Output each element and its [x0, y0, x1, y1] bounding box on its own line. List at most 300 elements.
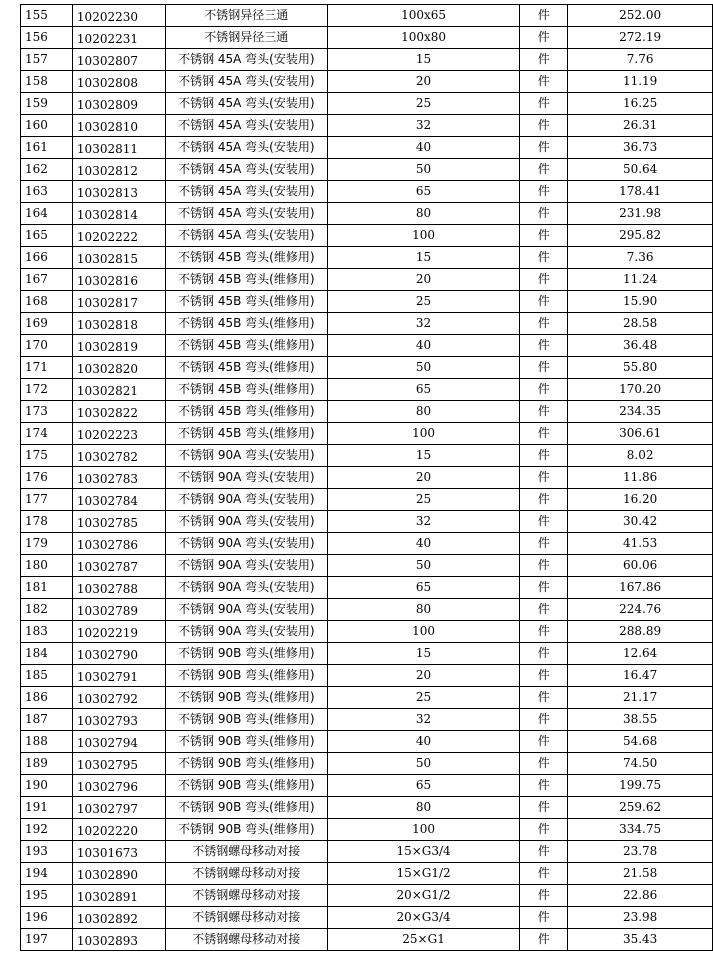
item-price-cell: 23.78	[568, 841, 713, 863]
item-price-cell: 224.76	[568, 599, 713, 621]
item-spec-cell: 32	[327, 115, 520, 137]
item-name-cell: 不锈钢异径三通	[165, 5, 327, 27]
item-unit-cell: 件	[520, 555, 568, 577]
item-name-cell: 不锈钢 45A 弯头(安装用)	[165, 225, 327, 247]
item-price-cell: 252.00	[568, 5, 713, 27]
item-name-cell: 不锈钢 90B 弯头(维修用)	[165, 731, 327, 753]
item-code-cell: 10302783	[72, 467, 165, 489]
item-name-cell: 不锈钢 90A 弯头(安装用)	[165, 467, 327, 489]
row-number-cell: 182	[21, 599, 73, 621]
item-name-cell: 不锈钢 90B 弯头(维修用)	[165, 709, 327, 731]
item-code-cell: 10302786	[72, 533, 165, 555]
row-number-cell: 171	[21, 357, 73, 379]
item-code-cell: 10302794	[72, 731, 165, 753]
table-row	[21, 467, 713, 489]
item-code-cell: 10301673	[72, 841, 165, 863]
item-unit-cell: 件	[520, 159, 568, 181]
item-spec-cell: 32	[327, 709, 520, 731]
item-code-cell: 10302785	[72, 511, 165, 533]
item-spec-cell: 15×G1/2	[327, 863, 520, 885]
item-name-cell: 不锈钢 90B 弯头(维修用)	[165, 797, 327, 819]
item-name-cell: 不锈钢 90A 弯头(安装用)	[165, 445, 327, 467]
item-spec-cell: 65	[327, 181, 520, 203]
item-price-cell: 21.17	[568, 687, 713, 709]
row-number-cell: 181	[21, 577, 73, 599]
item-code-cell: 10302788	[72, 577, 165, 599]
item-code-cell: 10302815	[72, 247, 165, 269]
item-unit-cell: 件	[520, 643, 568, 665]
table-row	[21, 115, 713, 137]
row-number-cell: 168	[21, 291, 73, 313]
item-unit-cell: 件	[520, 753, 568, 775]
table-row	[21, 357, 713, 379]
item-price-cell: 55.80	[568, 357, 713, 379]
table-row	[21, 577, 713, 599]
item-name-cell: 不锈钢 45A 弯头(安装用)	[165, 71, 327, 93]
row-number-cell: 187	[21, 709, 73, 731]
table-row	[21, 621, 713, 643]
item-price-cell: 50.64	[568, 159, 713, 181]
item-code-cell: 10302821	[72, 379, 165, 401]
item-code-cell: 10302789	[72, 599, 165, 621]
row-number-cell: 165	[21, 225, 73, 247]
item-unit-cell: 件	[520, 797, 568, 819]
table-row	[21, 775, 713, 797]
item-code-cell: 10302790	[72, 643, 165, 665]
item-unit-cell: 件	[520, 71, 568, 93]
item-name-cell: 不锈钢 45A 弯头(安装用)	[165, 203, 327, 225]
item-spec-cell: 50	[327, 159, 520, 181]
row-number-cell: 163	[21, 181, 73, 203]
item-spec-cell: 25	[327, 93, 520, 115]
row-number-cell: 192	[21, 819, 73, 841]
item-spec-cell: 65	[327, 379, 520, 401]
item-code-cell: 10302796	[72, 775, 165, 797]
item-code-cell: 10202219	[72, 621, 165, 643]
item-name-cell: 不锈钢螺母移动对接	[165, 863, 327, 885]
item-name-cell: 不锈钢 90A 弯头(安装用)	[165, 577, 327, 599]
row-number-cell: 184	[21, 643, 73, 665]
item-price-cell: 41.53	[568, 533, 713, 555]
item-unit-cell: 件	[520, 137, 568, 159]
item-unit-cell: 件	[520, 731, 568, 753]
row-number-cell: 173	[21, 401, 73, 423]
item-code-cell: 10302808	[72, 71, 165, 93]
table-row	[21, 687, 713, 709]
row-number-cell: 176	[21, 467, 73, 489]
item-code-cell: 10302795	[72, 753, 165, 775]
table-row	[21, 159, 713, 181]
row-number-cell: 164	[21, 203, 73, 225]
item-name-cell: 不锈钢螺母移动对接	[165, 841, 327, 863]
item-price-cell: 23.98	[568, 907, 713, 929]
row-number-cell: 174	[21, 423, 73, 445]
table-row	[21, 5, 713, 27]
item-unit-cell: 件	[520, 599, 568, 621]
item-spec-cell: 32	[327, 313, 520, 335]
item-unit-cell: 件	[520, 621, 568, 643]
row-number-cell: 167	[21, 269, 73, 291]
item-price-cell: 16.47	[568, 665, 713, 687]
item-unit-cell: 件	[520, 181, 568, 203]
item-price-cell: 11.86	[568, 467, 713, 489]
item-name-cell: 不锈钢 90B 弯头(维修用)	[165, 643, 327, 665]
row-number-cell: 156	[21, 27, 73, 49]
row-number-cell: 177	[21, 489, 73, 511]
item-unit-cell: 件	[520, 577, 568, 599]
table-row	[21, 291, 713, 313]
item-unit-cell: 件	[520, 489, 568, 511]
item-price-cell: 231.98	[568, 203, 713, 225]
row-number-cell: 185	[21, 665, 73, 687]
table-row	[21, 269, 713, 291]
item-spec-cell: 25	[327, 687, 520, 709]
item-name-cell: 不锈钢 45B 弯头(维修用)	[165, 247, 327, 269]
row-number-cell: 170	[21, 335, 73, 357]
item-unit-cell: 件	[520, 49, 568, 71]
item-name-cell: 不锈钢异径三通	[165, 27, 327, 49]
table-row	[21, 907, 713, 929]
row-number-cell: 155	[21, 5, 73, 27]
item-name-cell: 不锈钢 45A 弯头(安装用)	[165, 49, 327, 71]
item-unit-cell: 件	[520, 533, 568, 555]
item-spec-cell: 65	[327, 577, 520, 599]
item-spec-cell: 100x80	[327, 27, 520, 49]
table-row	[21, 929, 713, 951]
item-code-cell: 10302782	[72, 445, 165, 467]
row-number-cell: 186	[21, 687, 73, 709]
item-price-cell: 22.86	[568, 885, 713, 907]
item-code-cell: 10302818	[72, 313, 165, 335]
row-number-cell: 159	[21, 93, 73, 115]
table-row	[21, 643, 713, 665]
item-name-cell: 不锈钢 90A 弯头(安装用)	[165, 511, 327, 533]
item-unit-cell: 件	[520, 27, 568, 49]
table-row	[21, 753, 713, 775]
item-spec-cell: 15	[327, 445, 520, 467]
item-price-cell: 7.76	[568, 49, 713, 71]
item-price-cell: 16.20	[568, 489, 713, 511]
row-number-cell: 197	[21, 929, 73, 951]
item-name-cell: 不锈钢 90B 弯头(维修用)	[165, 665, 327, 687]
table-row	[21, 225, 713, 247]
item-price-cell: 259.62	[568, 797, 713, 819]
item-price-cell: 167.86	[568, 577, 713, 599]
item-code-cell: 10302891	[72, 885, 165, 907]
item-spec-cell: 50	[327, 357, 520, 379]
row-number-cell: 166	[21, 247, 73, 269]
item-code-cell: 10302812	[72, 159, 165, 181]
item-name-cell: 不锈钢 90A 弯头(安装用)	[165, 489, 327, 511]
item-code-cell: 10302809	[72, 93, 165, 115]
item-spec-cell: 65	[327, 775, 520, 797]
table-row	[21, 93, 713, 115]
item-unit-cell: 件	[520, 401, 568, 423]
table-row	[21, 379, 713, 401]
item-unit-cell: 件	[520, 423, 568, 445]
item-price-cell: 11.24	[568, 269, 713, 291]
item-spec-cell: 40	[327, 731, 520, 753]
row-number-cell: 191	[21, 797, 73, 819]
row-number-cell: 194	[21, 863, 73, 885]
item-name-cell: 不锈钢 45B 弯头(维修用)	[165, 401, 327, 423]
item-name-cell: 不锈钢 45B 弯头(维修用)	[165, 269, 327, 291]
row-number-cell: 180	[21, 555, 73, 577]
item-spec-cell: 15	[327, 49, 520, 71]
item-spec-cell: 80	[327, 797, 520, 819]
row-number-cell: 169	[21, 313, 73, 335]
item-name-cell: 不锈钢 45B 弯头(维修用)	[165, 423, 327, 445]
table-row	[21, 731, 713, 753]
item-unit-cell: 件	[520, 467, 568, 489]
item-price-cell: 199.75	[568, 775, 713, 797]
item-name-cell: 不锈钢 45A 弯头(安装用)	[165, 93, 327, 115]
item-unit-cell: 件	[520, 709, 568, 731]
row-number-cell: 160	[21, 115, 73, 137]
item-price-cell: 60.06	[568, 555, 713, 577]
item-spec-cell: 100	[327, 423, 520, 445]
price-table-body	[21, 5, 713, 951]
item-unit-cell: 件	[520, 511, 568, 533]
table-row	[21, 137, 713, 159]
item-price-cell: 272.19	[568, 27, 713, 49]
row-number-cell: 183	[21, 621, 73, 643]
row-number-cell: 162	[21, 159, 73, 181]
item-unit-cell: 件	[520, 841, 568, 863]
item-price-cell: 334.75	[568, 819, 713, 841]
item-spec-cell: 25	[327, 291, 520, 313]
item-spec-cell: 15	[327, 247, 520, 269]
table-row	[21, 863, 713, 885]
row-number-cell: 157	[21, 49, 73, 71]
item-name-cell: 不锈钢 90B 弯头(维修用)	[165, 753, 327, 775]
item-code-cell: 10302890	[72, 863, 165, 885]
item-unit-cell: 件	[520, 269, 568, 291]
item-name-cell: 不锈钢 90A 弯头(安装用)	[165, 555, 327, 577]
table-row	[21, 401, 713, 423]
item-unit-cell: 件	[520, 819, 568, 841]
item-unit-cell: 件	[520, 291, 568, 313]
item-name-cell: 不锈钢 90A 弯头(安装用)	[165, 621, 327, 643]
item-price-cell: 11.19	[568, 71, 713, 93]
price-table	[20, 4, 713, 951]
table-row	[21, 709, 713, 731]
row-number-cell: 161	[21, 137, 73, 159]
table-row	[21, 335, 713, 357]
item-spec-cell: 100	[327, 225, 520, 247]
item-spec-cell: 80	[327, 401, 520, 423]
row-number-cell: 175	[21, 445, 73, 467]
item-unit-cell: 件	[520, 313, 568, 335]
item-name-cell: 不锈钢 45A 弯头(安装用)	[165, 115, 327, 137]
item-price-cell: 21.58	[568, 863, 713, 885]
item-code-cell: 10302811	[72, 137, 165, 159]
item-spec-cell: 40	[327, 137, 520, 159]
item-price-cell: 15.90	[568, 291, 713, 313]
item-code-cell: 10302791	[72, 665, 165, 687]
item-code-cell: 10202220	[72, 819, 165, 841]
item-code-cell: 10302813	[72, 181, 165, 203]
item-code-cell: 10302792	[72, 687, 165, 709]
item-spec-cell: 25	[327, 489, 520, 511]
table-row	[21, 247, 713, 269]
item-unit-cell: 件	[520, 907, 568, 929]
row-number-cell: 196	[21, 907, 73, 929]
item-unit-cell: 件	[520, 665, 568, 687]
table-row	[21, 797, 713, 819]
item-name-cell: 不锈钢 90B 弯头(维修用)	[165, 819, 327, 841]
row-number-cell: 172	[21, 379, 73, 401]
item-code-cell: 10202223	[72, 423, 165, 445]
item-name-cell: 不锈钢螺母移动对接	[165, 907, 327, 929]
item-price-cell: 16.25	[568, 93, 713, 115]
item-price-cell: 7.36	[568, 247, 713, 269]
item-spec-cell: 100x65	[327, 5, 520, 27]
item-name-cell: 不锈钢 45B 弯头(维修用)	[165, 357, 327, 379]
item-name-cell: 不锈钢 45A 弯头(安装用)	[165, 159, 327, 181]
item-code-cell: 10302892	[72, 907, 165, 929]
item-unit-cell: 件	[520, 93, 568, 115]
item-price-cell: 234.35	[568, 401, 713, 423]
item-unit-cell: 件	[520, 203, 568, 225]
table-row	[21, 489, 713, 511]
item-price-cell: 38.55	[568, 709, 713, 731]
item-price-cell: 178.41	[568, 181, 713, 203]
row-number-cell: 190	[21, 775, 73, 797]
item-spec-cell: 100	[327, 621, 520, 643]
item-name-cell: 不锈钢 45A 弯头(安装用)	[165, 137, 327, 159]
item-name-cell: 不锈钢 45B 弯头(维修用)	[165, 291, 327, 313]
price-table-container	[20, 4, 713, 951]
item-unit-cell: 件	[520, 335, 568, 357]
item-spec-cell: 20	[327, 665, 520, 687]
table-row	[21, 885, 713, 907]
item-spec-cell: 20	[327, 71, 520, 93]
item-spec-cell: 20	[327, 269, 520, 291]
item-unit-cell: 件	[520, 357, 568, 379]
table-row	[21, 841, 713, 863]
item-price-cell: 74.50	[568, 753, 713, 775]
item-spec-cell: 80	[327, 203, 520, 225]
item-unit-cell: 件	[520, 775, 568, 797]
item-price-cell: 288.89	[568, 621, 713, 643]
item-code-cell: 10202230	[72, 5, 165, 27]
item-unit-cell: 件	[520, 225, 568, 247]
item-code-cell: 10302797	[72, 797, 165, 819]
item-spec-cell: 40	[327, 533, 520, 555]
item-price-cell: 306.61	[568, 423, 713, 445]
item-price-cell: 8.02	[568, 445, 713, 467]
item-code-cell: 10302820	[72, 357, 165, 379]
row-number-cell: 195	[21, 885, 73, 907]
table-row	[21, 819, 713, 841]
item-spec-cell: 80	[327, 599, 520, 621]
item-unit-cell: 件	[520, 885, 568, 907]
item-code-cell: 10302822	[72, 401, 165, 423]
item-price-cell: 36.48	[568, 335, 713, 357]
table-row	[21, 313, 713, 335]
table-row	[21, 665, 713, 687]
item-price-cell: 28.58	[568, 313, 713, 335]
item-code-cell: 10202231	[72, 27, 165, 49]
item-spec-cell: 20	[327, 467, 520, 489]
item-spec-cell: 50	[327, 555, 520, 577]
item-unit-cell: 件	[520, 247, 568, 269]
item-spec-cell: 20×G3/4	[327, 907, 520, 929]
item-price-cell: 26.31	[568, 115, 713, 137]
table-row	[21, 181, 713, 203]
item-code-cell: 10302787	[72, 555, 165, 577]
item-code-cell: 10302810	[72, 115, 165, 137]
item-spec-cell: 15×G3/4	[327, 841, 520, 863]
item-code-cell: 10302814	[72, 203, 165, 225]
table-row	[21, 27, 713, 49]
item-unit-cell: 件	[520, 863, 568, 885]
item-code-cell: 10302816	[72, 269, 165, 291]
table-row	[21, 71, 713, 93]
row-number-cell: 189	[21, 753, 73, 775]
item-spec-cell: 20×G1/2	[327, 885, 520, 907]
item-unit-cell: 件	[520, 379, 568, 401]
table-row	[21, 423, 713, 445]
item-price-cell: 295.82	[568, 225, 713, 247]
item-price-cell: 30.42	[568, 511, 713, 533]
item-code-cell: 10302793	[72, 709, 165, 731]
row-number-cell: 193	[21, 841, 73, 863]
item-spec-cell: 100	[327, 819, 520, 841]
item-price-cell: 170.20	[568, 379, 713, 401]
item-spec-cell: 15	[327, 643, 520, 665]
item-code-cell: 10302784	[72, 489, 165, 511]
item-unit-cell: 件	[520, 115, 568, 137]
item-price-cell: 36.73	[568, 137, 713, 159]
table-row	[21, 445, 713, 467]
item-code-cell: 10302817	[72, 291, 165, 313]
table-row	[21, 533, 713, 555]
item-name-cell: 不锈钢螺母移动对接	[165, 885, 327, 907]
item-unit-cell: 件	[520, 929, 568, 951]
item-unit-cell: 件	[520, 445, 568, 467]
item-spec-cell: 40	[327, 335, 520, 357]
row-number-cell: 188	[21, 731, 73, 753]
table-row	[21, 203, 713, 225]
item-price-cell: 54.68	[568, 731, 713, 753]
item-name-cell: 不锈钢 45B 弯头(维修用)	[165, 335, 327, 357]
item-spec-cell: 32	[327, 511, 520, 533]
table-row	[21, 599, 713, 621]
item-price-cell: 12.64	[568, 643, 713, 665]
item-code-cell: 10302819	[72, 335, 165, 357]
item-unit-cell: 件	[520, 5, 568, 27]
item-spec-cell: 25×G1	[327, 929, 520, 951]
item-code-cell: 10202222	[72, 225, 165, 247]
item-name-cell: 不锈钢 45B 弯头(维修用)	[165, 379, 327, 401]
item-price-cell: 35.43	[568, 929, 713, 951]
table-row	[21, 511, 713, 533]
item-name-cell: 不锈钢螺母移动对接	[165, 929, 327, 951]
row-number-cell: 179	[21, 533, 73, 555]
item-name-cell: 不锈钢 90A 弯头(安装用)	[165, 599, 327, 621]
item-name-cell: 不锈钢 45A 弯头(安装用)	[165, 181, 327, 203]
item-name-cell: 不锈钢 90B 弯头(维修用)	[165, 687, 327, 709]
item-code-cell: 10302807	[72, 49, 165, 71]
item-spec-cell: 50	[327, 753, 520, 775]
item-name-cell: 不锈钢 90B 弯头(维修用)	[165, 775, 327, 797]
table-row	[21, 49, 713, 71]
item-code-cell: 10302893	[72, 929, 165, 951]
item-name-cell: 不锈钢 45B 弯头(维修用)	[165, 313, 327, 335]
row-number-cell: 158	[21, 71, 73, 93]
